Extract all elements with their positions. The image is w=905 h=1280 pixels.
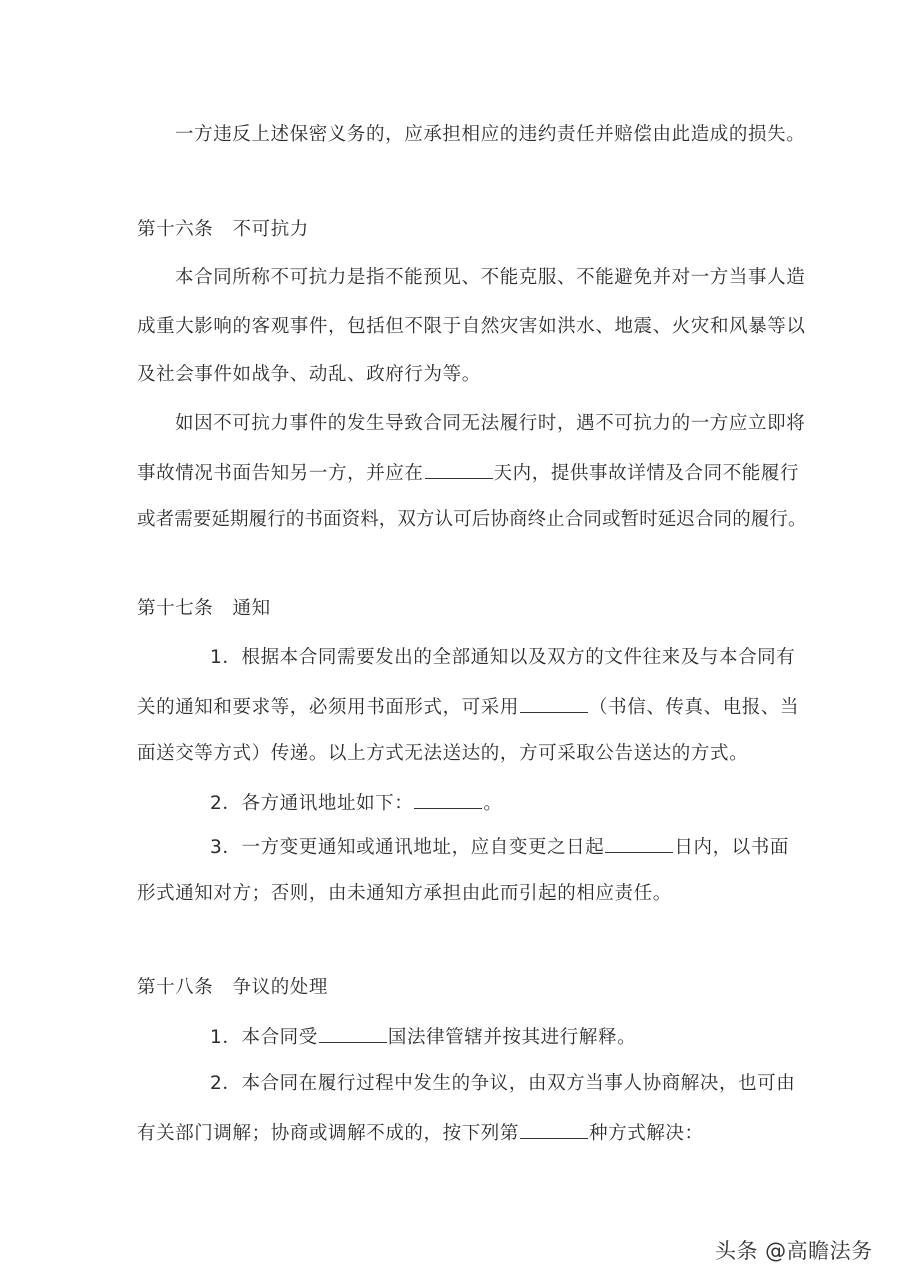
blank-field xyxy=(414,790,482,809)
paragraph-line: 2．本合同在履行过程中发生的争议，由双方当事人协商解决，也可由 xyxy=(210,1073,796,1094)
text: 关的通知和要求等，必须用书面形式，可采用 xyxy=(137,697,520,718)
watermark: 头条 @高瞻法务 xyxy=(715,1239,873,1263)
text: 日内，以书面 xyxy=(674,837,789,858)
blank-field xyxy=(319,1024,387,1043)
text: 。 xyxy=(483,793,503,814)
paragraph-line: 形式通知对方；否则，由未通知方承担由此而引起的相应责任。 xyxy=(137,883,672,904)
paragraph-line: 1．根据本合同需要发出的全部通知以及双方的文件往来及与本合同有 xyxy=(210,647,796,668)
paragraph-line xyxy=(210,834,789,860)
paragraph-line: 本合同所称不可抗力是指不能预见、不能克服、不能避免并对一方当事人造 xyxy=(175,267,806,288)
text: 种方式解决： xyxy=(589,1123,704,1144)
blank-field xyxy=(605,834,673,853)
paragraph-line: 成重大影响的客观事件，包括但不限于自然灾害如洪水、地震、火灾和风暴等以 xyxy=(137,316,806,337)
section-heading-18: 第十八条 争议的处理 xyxy=(137,977,329,998)
blank-field xyxy=(425,460,493,479)
text: 天内，提供事故详情及合同不能履行 xyxy=(493,463,800,484)
paragraph-line: 面送交等方式）传递。以上方式无法送达的，方可采取公告送达的方式。 xyxy=(137,743,749,764)
paragraph-line xyxy=(137,1120,704,1146)
paragraph-line xyxy=(137,694,799,720)
paragraph: 一方违反上述保密义务的，应承担相应的违约责任并赔偿由此造成的损失。 xyxy=(175,124,806,145)
text: 1．本合同受 xyxy=(210,1027,318,1048)
paragraph-line xyxy=(210,790,502,816)
section-heading-17: 第十七条 通知 xyxy=(137,598,271,619)
text: 3．一方变更通知或通讯地址，应自变更之日起 xyxy=(210,837,605,858)
paragraph-line: 及社会事件如战争、动乱、政府行为等。 xyxy=(137,364,481,385)
blank-field xyxy=(520,694,588,713)
paragraph-line xyxy=(210,1024,636,1050)
blank-field xyxy=(520,1120,588,1139)
text: 2．各方通讯地址如下： xyxy=(210,793,414,814)
section-heading-16: 第十六条 不可抗力 xyxy=(137,219,309,240)
paragraph-line: 如因不可抗力事件的发生导致合同无法履行时，遇不可抗力的一方应立即将 xyxy=(175,413,806,434)
paragraph-line: 或者需要延期履行的书面资料，双方认可后协商终止合同或暂时延迟合同的履行。 xyxy=(137,509,807,530)
text: 有关部门调解；协商或调解不成的，按下列第 xyxy=(137,1123,520,1144)
text: 国法律管辖并按其进行解释。 xyxy=(387,1027,637,1048)
text: 事故情况书面告知另一方，并应在 xyxy=(137,463,424,484)
text: （书信、传真、电报、当 xyxy=(589,697,800,718)
paragraph-line xyxy=(137,460,799,486)
